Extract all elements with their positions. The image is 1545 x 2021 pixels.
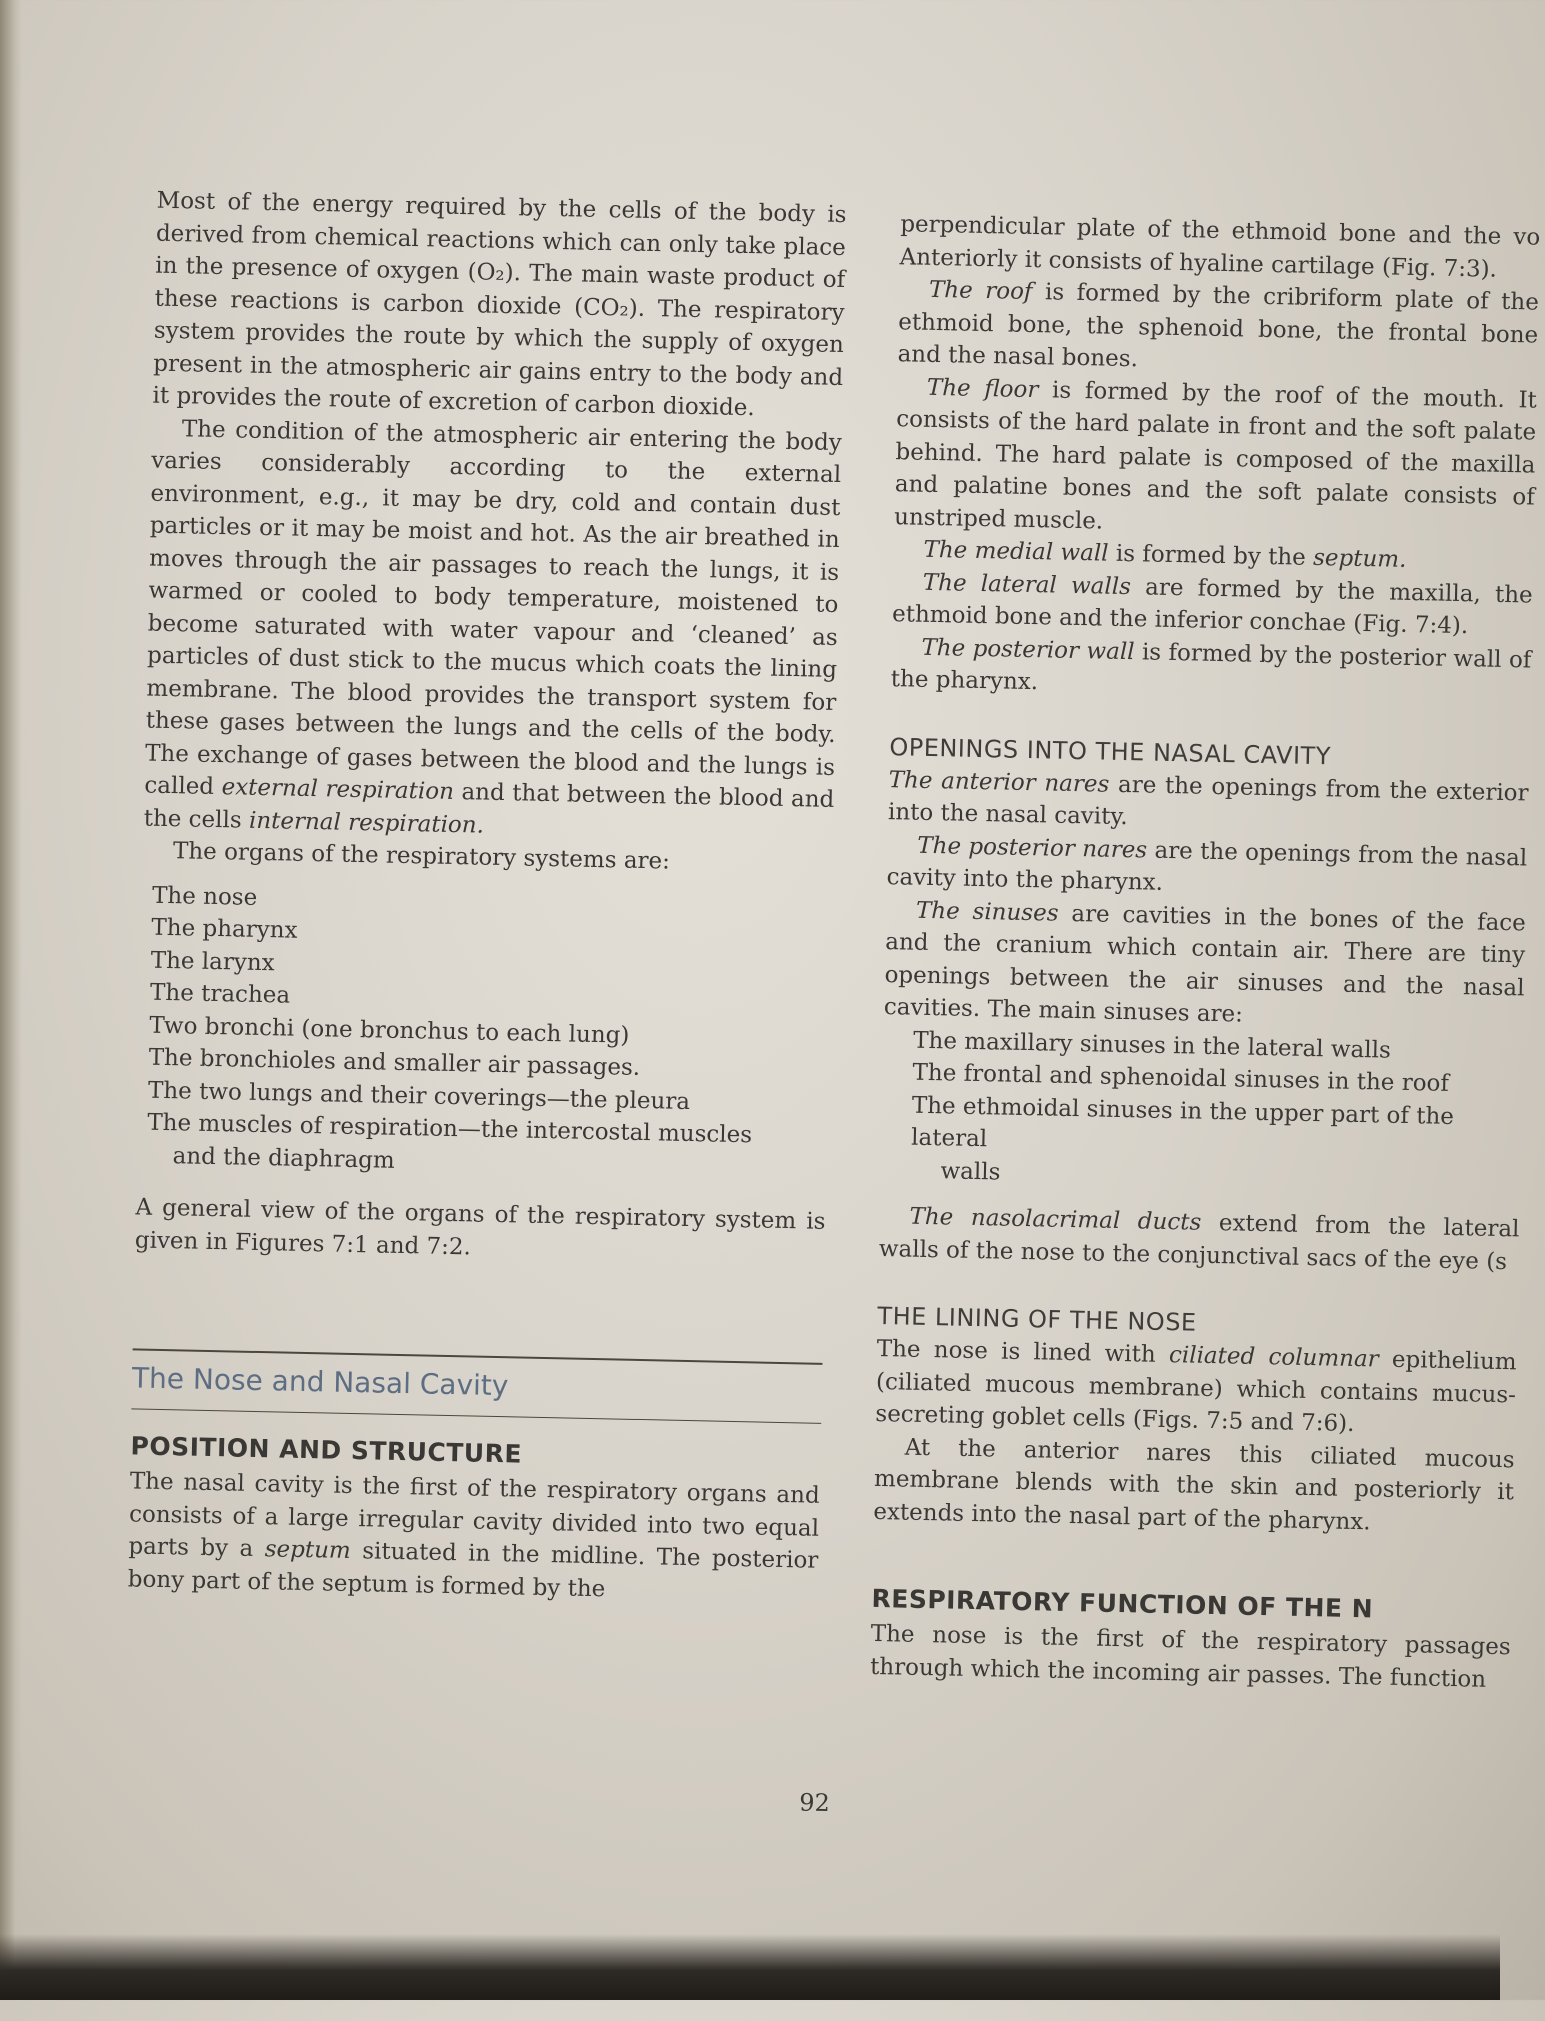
paragraph-energy: Most of the energy required by the cells of the body is derived from chemical reactions which can only take place in the presence of oxygen (O₂). The main waste product of these reactions is carbon dioxide (CO₂). The respiratory system provides the route by which the supply of oxygen present in the atmospheric air gains entry to the body and it provides the route of excretion of carbon dioxide. [152,187,847,422]
text-segment: are formed by the maxilla, the ethmoid bone and the inferior conchae (Fig. 7:4). [891,573,1533,640]
term-anterior-nares: The anterior nares [888,766,1110,798]
list-item-text: The ethmoidal sinuses in the upper part of the lateral [910,1092,1455,1153]
list-item: The trachea [149,979,291,1009]
text-segment: is formed by the [1108,540,1314,571]
list-item: Two bronchi (one bronchus to each lung) [149,1012,630,1049]
paragraph-floor [894,371,1537,547]
text-segment: epithelium (ciliated mucous membrane) which contains mucus-secreting goblet cells (Figs. 7:5 and 7:6). [875,1346,1517,1437]
text-segment: are cavities in the bones of the face and the cranium which contain air. There are tiny openings between the air sinuses and the nasal cavities. The main sinuses are: [883,900,1527,1028]
paragraph-position [127,1465,820,1609]
text-segment: extend from the lateral walls of the nose to the conjunctival sacs of the eye (s [878,1209,1520,1275]
list-item-text: The muscles of respiration—the intercostal muscles [147,1109,753,1149]
paragraph-respiratory-function: The nose is the first of the respiratory passages through which the incoming air passes. The function [869,1620,1511,1693]
list-item: The nose [151,882,258,911]
text-segment: The condition of the atmospheric air entering the body varies considerably according to the external environment, e.g., it may be dry, cold and contain dust particles or it may be moist and hot. As the air breathed in moves through the air passages to reach the lungs, it is warmed or cooled to body temperature, moistened to become saturated with water vapour and ‘cleaned’ as particles of dust stick to the mucus which coats the lining membrane. The blood provides the transport system for these gases between the lungs and the cells of the body. The exchange of gases between the blood and the lungs is called [144,415,843,801]
text-segment: is formed by the posterior wall of the pharynx. [890,638,1532,696]
paragraph-lining [875,1333,1517,1444]
list-item: The frontal and sphenoidal sinuses in the roof [912,1059,1450,1097]
text-segment: are the openings from the exterior into the nasal cavity. [887,771,1529,831]
section-title: The Nose and Nasal Cavity [131,1360,509,1402]
term-sinuses: The sinuses [915,897,1059,927]
list-item: The larynx [150,947,275,976]
left-column [127,185,846,1610]
subheading-respiratory-function: RESPIRATORY FUNCTION OF THE N [871,1583,1374,1624]
text-segment: The nose is lined with [876,1335,1170,1369]
list-item: The pharynx [151,914,298,944]
text-segment: The nasal cavity is the first of the respiratory organs and consists of a large irregular cavity divided into two equal parts by a [128,1468,820,1563]
term-posterior-wall: The posterior wall [921,634,1135,665]
term-external-respiration: external respiration [221,774,455,805]
organs-list [136,879,832,1186]
text-segment: is formed by the roof of the mouth. It consists of the hard palate in front and the soft palate behind. The hard palate is composed of the maxilla and palatine bones and the soft palate consists of unstriped muscle. [893,376,1538,535]
text-segment: perpendicular plate of the ethmoid bone and the vo [900,211,1541,251]
paragraph-lining-anterior: At the anterior nares this ciliated mucous membrane blends with the skin and posteriorly it extends into the nasal part of the pharynx. [873,1434,1515,1535]
list-item: The maxillary sinuses in the lateral walls [912,1027,1392,1064]
paragraph-nasolacrimal [879,1200,1520,1278]
list-item [910,1089,1522,1199]
text-segment: is formed by the cribriform plate of the ethmoid bone, the sphenoid bone, the frontal bone and the nasal bones. [897,278,1540,373]
subheading-openings: OPENINGS INTO THE NASAL CAVITY [889,732,1332,770]
subheading-position-structure: POSITION AND STRUCTURE [130,1431,523,1469]
text-segment: and that between the blood and the cells [143,778,835,834]
paragraph-air-condition [143,412,842,849]
term-medial-wall: The medial wall [923,536,1109,567]
paragraph-sinuses [884,894,1527,1037]
subheading-lining: THE LINING OF THE NOSE [877,1301,1197,1337]
text-segment: situated in the midline. The posterior bony part of the septum is formed by the [127,1537,819,1602]
term-floor: The floor [926,374,1039,403]
table-surface-shadow [0,1934,1500,2000]
sinuses-list [880,1024,1523,1200]
list-item: The bronchioles and smaller air passages. [148,1044,641,1081]
paragraph-general-view: A general view of the organs of the respiratory system is given in Figures 7:1 and 7:2. [134,1194,826,1260]
term-septum: septum [264,1536,352,1564]
term-ciliated-columnar: ciliated columnar [1168,1342,1379,1373]
list-item-continuation: walls [940,1157,1001,1186]
term-septum: septum. [1312,544,1407,573]
term-posterior-nares: The posterior nares [917,832,1148,864]
page-number: 92 [798,1788,831,1818]
term-internal-respiration: internal respiration. [248,807,485,839]
paragraph-roof [897,273,1539,384]
term-nasolacrimal-ducts: The nasolacrimal ducts [909,1203,1202,1236]
term-roof: The roof [928,276,1033,305]
right-column [870,208,1541,1696]
list-item: The two lungs and their coverings—the pleura [147,1077,691,1115]
paragraph-organs-intro: The organs of the respiratory systems are: [172,838,671,875]
text-segment: are the openings from the nasal cavity into the pharynx. [886,837,1528,896]
text-segment: Anteriorly it consists of hyaline cartilage (Fig. 7:3). [899,243,1498,283]
section-rule-bottom [131,1408,821,1424]
list-item-continuation: and the diaphragm [172,1142,396,1174]
paragraph-posterior-wall [890,631,1531,709]
term-lateral-walls: The lateral walls [922,569,1132,600]
list-item [146,1107,827,1186]
